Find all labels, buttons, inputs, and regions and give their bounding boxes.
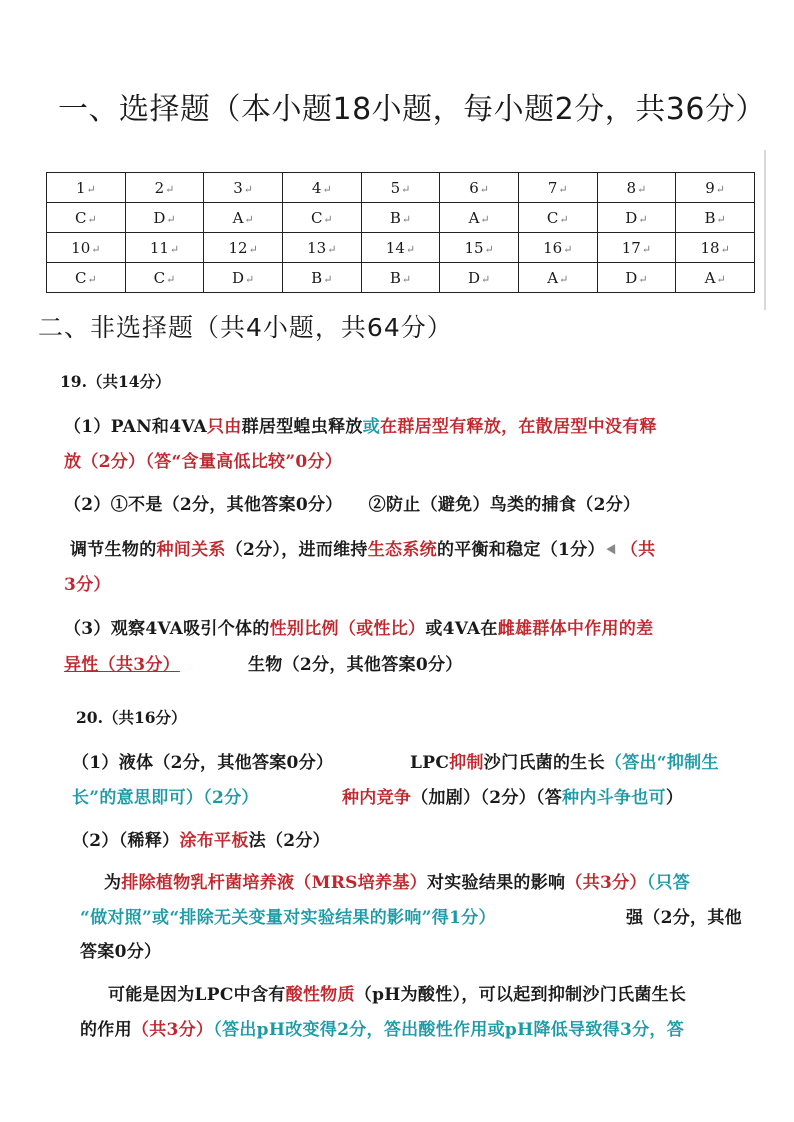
table-cell — [676, 203, 755, 233]
text: 长”的意思即可）（2分） — [72, 788, 259, 808]
return-mark-icon: ↵ — [479, 182, 489, 196]
cell-text: B — [389, 268, 401, 287]
text: 或4VA在 — [425, 619, 498, 639]
return-mark-icon: ↵ — [481, 272, 491, 286]
q20-p2 — [72, 826, 330, 851]
cell-text: 6 — [469, 178, 479, 197]
q20-p4-line1 — [108, 980, 686, 1005]
scrollbar[interactable] — [764, 150, 766, 310]
return-mark-icon: ↵ — [91, 242, 101, 256]
return-mark-icon: ↵ — [327, 242, 337, 256]
return-mark-icon: ↵ — [638, 272, 648, 286]
table-cell — [597, 233, 676, 263]
return-mark-icon: ↵ — [480, 212, 490, 226]
table-cell — [518, 233, 597, 263]
return-mark-icon: ↵ — [558, 182, 568, 196]
cell-text: 8 — [626, 178, 637, 197]
return-mark-icon: ↵ — [169, 242, 180, 256]
cell-text: B — [704, 208, 716, 227]
text: 3分） — [64, 575, 111, 595]
return-mark-icon: ↵ — [638, 212, 648, 226]
text: “做对照”或“排除无关变量对实验结果的影响”得1分） — [80, 908, 496, 928]
q19-p4-line2b — [248, 650, 463, 675]
text: 群居型蝗虫释放 — [241, 417, 363, 437]
table-cell — [518, 173, 597, 203]
table-cell — [204, 173, 283, 203]
table-cell — [47, 173, 126, 203]
return-mark-icon: ↵ — [322, 182, 332, 196]
text: 异性（共3分） — [64, 655, 180, 675]
q19-p1-line1 — [64, 412, 657, 437]
cell-text: C — [546, 208, 559, 227]
table-cell — [361, 233, 440, 263]
q19-heading: 19.（共14分） — [60, 372, 171, 391]
table-cell — [518, 263, 597, 293]
text: 的作用 — [80, 1020, 132, 1040]
q19-p3-line1 — [70, 535, 655, 560]
cell-text: D — [232, 268, 245, 287]
text: 为 — [104, 873, 122, 893]
text: 沙门氏菌的生长 — [483, 753, 605, 773]
text: 雌雄群体中作用的差 — [497, 619, 654, 639]
return-mark-icon: ↵ — [244, 212, 254, 226]
text: （2分）（答“含量高低比较”0分） — [81, 452, 343, 472]
cell-text: A — [704, 268, 716, 287]
text: （1）PAN和4VA — [64, 417, 207, 437]
cell-text: 9 — [705, 178, 715, 197]
cell-text: 17 — [621, 238, 641, 257]
cursor-icon — [606, 544, 619, 557]
table-cell — [597, 203, 676, 233]
cell-text: C — [74, 208, 87, 227]
text: 强（2分，其他 — [626, 908, 742, 928]
cell-text: C — [153, 268, 166, 287]
cell-text: 10 — [71, 238, 91, 257]
return-mark-icon: ↵ — [166, 272, 176, 286]
return-mark-icon: ↵ — [243, 182, 254, 196]
return-mark-icon: ↵ — [716, 272, 726, 286]
text: （共 — [620, 540, 656, 560]
table-cell — [440, 233, 519, 263]
q19-p4-line2 — [64, 650, 180, 675]
cell-text: D — [153, 208, 166, 227]
text: 答案0分） — [80, 942, 162, 962]
text: （2分），进而维持 — [225, 540, 368, 560]
cell-text: D — [625, 208, 638, 227]
table-cell — [204, 263, 283, 293]
table-cell — [361, 263, 440, 293]
return-mark-icon: ↵ — [166, 212, 176, 226]
table-cell — [282, 203, 361, 233]
cell-text: 4 — [311, 178, 322, 197]
text: （3）观察4VA吸引个体的 — [64, 619, 270, 639]
q20-p1-line1b — [410, 748, 719, 773]
q20-p3-line3 — [80, 937, 161, 962]
return-mark-icon: ↵ — [245, 272, 255, 286]
section2-title: 二、非选择题（共4小题，共64分） — [38, 313, 453, 342]
text: 酸性物质 — [285, 985, 355, 1005]
q20-p3-line2 — [80, 903, 496, 928]
return-mark-icon: ↵ — [559, 212, 569, 226]
text: （只答 — [646, 873, 691, 893]
text: （答出pH改变得2分，答出酸性作用或pH降低导致得3分，答 — [213, 1020, 685, 1040]
return-mark-icon: ↵ — [401, 212, 412, 226]
text: 种间关系 — [156, 540, 226, 560]
cell-text: C — [74, 268, 87, 287]
table-row — [47, 173, 755, 203]
table-cell — [440, 263, 519, 293]
text: 只由 — [207, 417, 242, 437]
q19-p3-line2 — [64, 570, 111, 595]
cell-text: D — [467, 268, 481, 287]
cell-text: 16 — [543, 238, 563, 257]
text: （2）（稀释） — [72, 831, 180, 851]
return-mark-icon: ↵ — [323, 212, 333, 226]
q20-p1-line2 — [72, 783, 259, 808]
table-cell — [47, 233, 126, 263]
return-mark-icon: ↵ — [87, 212, 97, 226]
table-row — [47, 263, 755, 293]
text: 种内斗争也可 — [562, 788, 666, 808]
text: 性别比例（或性比） — [269, 619, 426, 639]
table-cell — [597, 263, 676, 293]
return-mark-icon: ↵ — [559, 272, 569, 286]
text: 可能是因为LPC中含有 — [108, 985, 286, 1005]
table-cell — [204, 233, 283, 263]
text: （共3分） — [131, 1020, 214, 1040]
table-cell — [676, 173, 755, 203]
return-mark-icon: ↵ — [165, 182, 175, 196]
table-cell — [125, 203, 204, 233]
table-cell — [204, 203, 283, 233]
q20-p3-line1 — [104, 868, 690, 893]
section1-title: 一、选择题（本小题18小题，每小题2分，共36分） — [58, 92, 766, 127]
return-mark-icon: ↵ — [720, 242, 730, 256]
table-cell — [125, 263, 204, 293]
text: 生态系统 — [367, 540, 437, 560]
cell-text: 11 — [149, 238, 169, 257]
text: ） — [665, 788, 684, 808]
return-mark-icon: ↵ — [401, 272, 412, 286]
answer-table — [46, 172, 755, 293]
cell-text: 1 — [75, 178, 86, 197]
return-mark-icon: ↵ — [248, 242, 258, 256]
return-mark-icon: ↵ — [641, 242, 652, 256]
return-mark-icon: ↵ — [405, 242, 416, 256]
table-cell — [125, 173, 204, 203]
text: 放 — [64, 452, 82, 472]
text: （共3分） — [565, 873, 647, 893]
text: 排除植物乳杆菌培养液（MRS培养基） — [121, 873, 427, 893]
table-cell — [125, 233, 204, 263]
table-cell — [597, 173, 676, 203]
cell-text: 12 — [228, 238, 248, 257]
cell-text: 2 — [154, 178, 165, 197]
q20-p3-line2b — [626, 903, 742, 928]
table-cell — [676, 263, 755, 293]
cell-text: A — [547, 268, 559, 287]
text: 生物（2分，其他答案0分） — [248, 655, 463, 675]
return-mark-icon: ↵ — [563, 242, 573, 256]
cell-text: 3 — [233, 178, 243, 197]
return-mark-icon: ↵ — [323, 272, 333, 286]
text: LPC — [410, 753, 450, 773]
text: （1）液体（2分，其他答案0分） — [72, 753, 334, 773]
table-cell — [440, 173, 519, 203]
text: 法（2分） — [248, 831, 330, 851]
q20-p1-line1 — [72, 748, 333, 773]
q20-heading: 20.（共16分） — [76, 708, 187, 727]
q19-p4-line1 — [64, 614, 653, 639]
table-cell — [282, 263, 361, 293]
table-cell — [440, 203, 519, 233]
q19-p1-line2 — [64, 447, 342, 472]
table-cell — [282, 173, 361, 203]
text: （答出“抑制生 — [604, 753, 719, 773]
cell-text: 18 — [700, 238, 720, 257]
table-cell — [361, 173, 440, 203]
text: （pH为酸性），可以起到抑制沙门氏菌生长 — [354, 985, 687, 1005]
text: 种内竞争 — [342, 788, 412, 808]
cell-text: 14 — [385, 238, 405, 257]
table-cell — [361, 203, 440, 233]
table-cell — [47, 203, 126, 233]
cell-text: C — [310, 208, 323, 227]
text: 涂布平板 — [179, 831, 249, 851]
table-cell — [282, 233, 361, 263]
return-mark-icon: ↵ — [484, 242, 494, 256]
return-mark-icon: ↵ — [715, 182, 725, 196]
text: 调节生物的 — [70, 540, 157, 560]
return-mark-icon: ↵ — [716, 212, 726, 226]
cell-text: B — [311, 268, 323, 287]
text: 对实验结果的影响 — [426, 873, 566, 893]
text: 的平衡和稳定（1分） — [436, 540, 605, 560]
return-mark-icon: ↵ — [87, 272, 97, 286]
text: 或 — [362, 417, 381, 437]
table-row — [47, 233, 755, 263]
cell-text: 5 — [390, 178, 401, 197]
cell-text: 15 — [464, 238, 484, 257]
return-mark-icon: ↵ — [401, 182, 411, 196]
text: （2）①不是（2分，其他答案0分） ②防止（避免）鸟类的捕食（2分） — [64, 495, 641, 515]
q20-p4-line2 — [80, 1015, 684, 1040]
table-cell — [518, 203, 597, 233]
cell-text: D — [625, 268, 638, 287]
table-row — [47, 203, 755, 233]
text: 抑制 — [449, 753, 484, 773]
cell-text: A — [232, 208, 244, 227]
text: （加剧）（2分）（答 — [411, 788, 563, 808]
cell-text: 7 — [547, 178, 558, 197]
cell-text: A — [468, 208, 480, 227]
table-cell — [676, 233, 755, 263]
return-mark-icon: ↵ — [86, 182, 96, 196]
q20-p1-line2b — [342, 783, 683, 808]
text: 在群居型有释放，在散居型中没有释 — [380, 417, 657, 437]
return-mark-icon: ↵ — [637, 182, 647, 196]
q19-p2 — [64, 490, 640, 515]
table-cell — [47, 263, 126, 293]
cell-text: 13 — [307, 238, 327, 257]
cell-text: B — [389, 208, 401, 227]
